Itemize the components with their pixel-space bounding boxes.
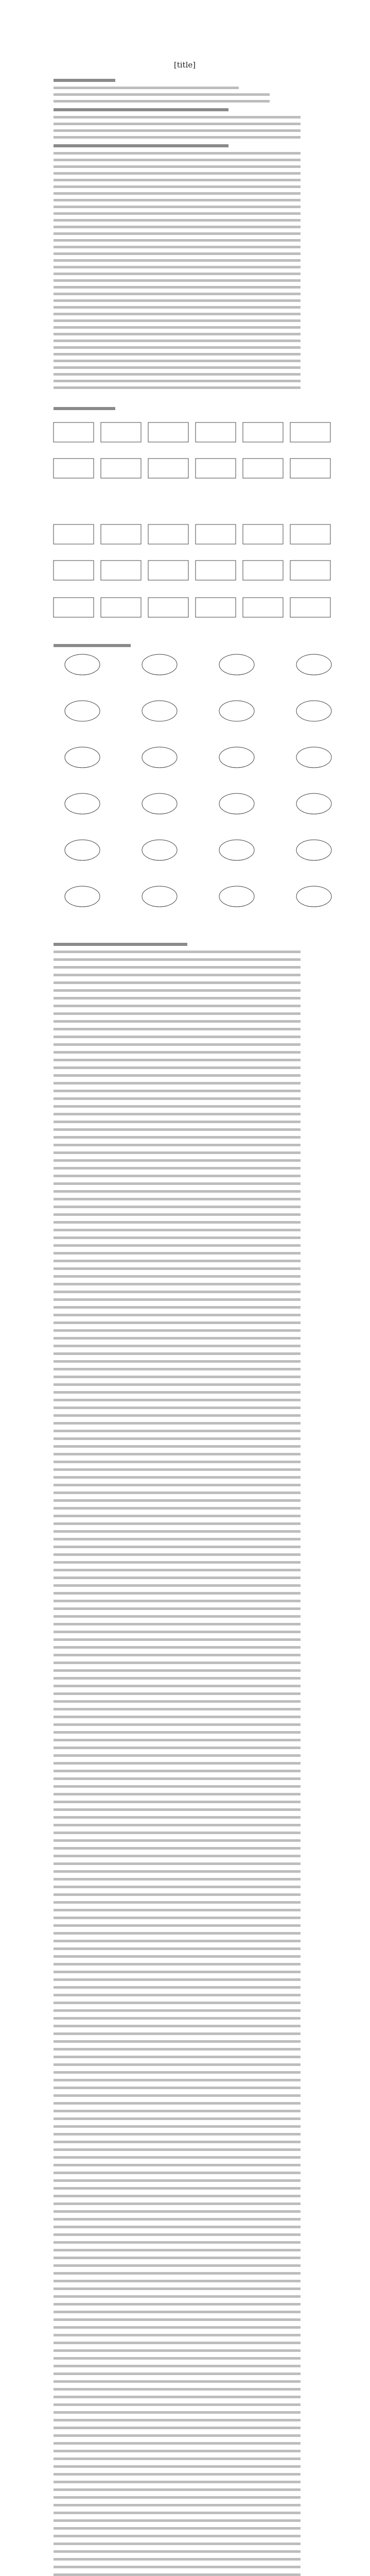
section-2-grids: [54, 407, 330, 617]
section-1: [54, 79, 301, 389]
page-title: [title]: [173, 60, 196, 70]
section-3-diagrams: [54, 644, 331, 907]
later-sections: [54, 943, 301, 2576]
